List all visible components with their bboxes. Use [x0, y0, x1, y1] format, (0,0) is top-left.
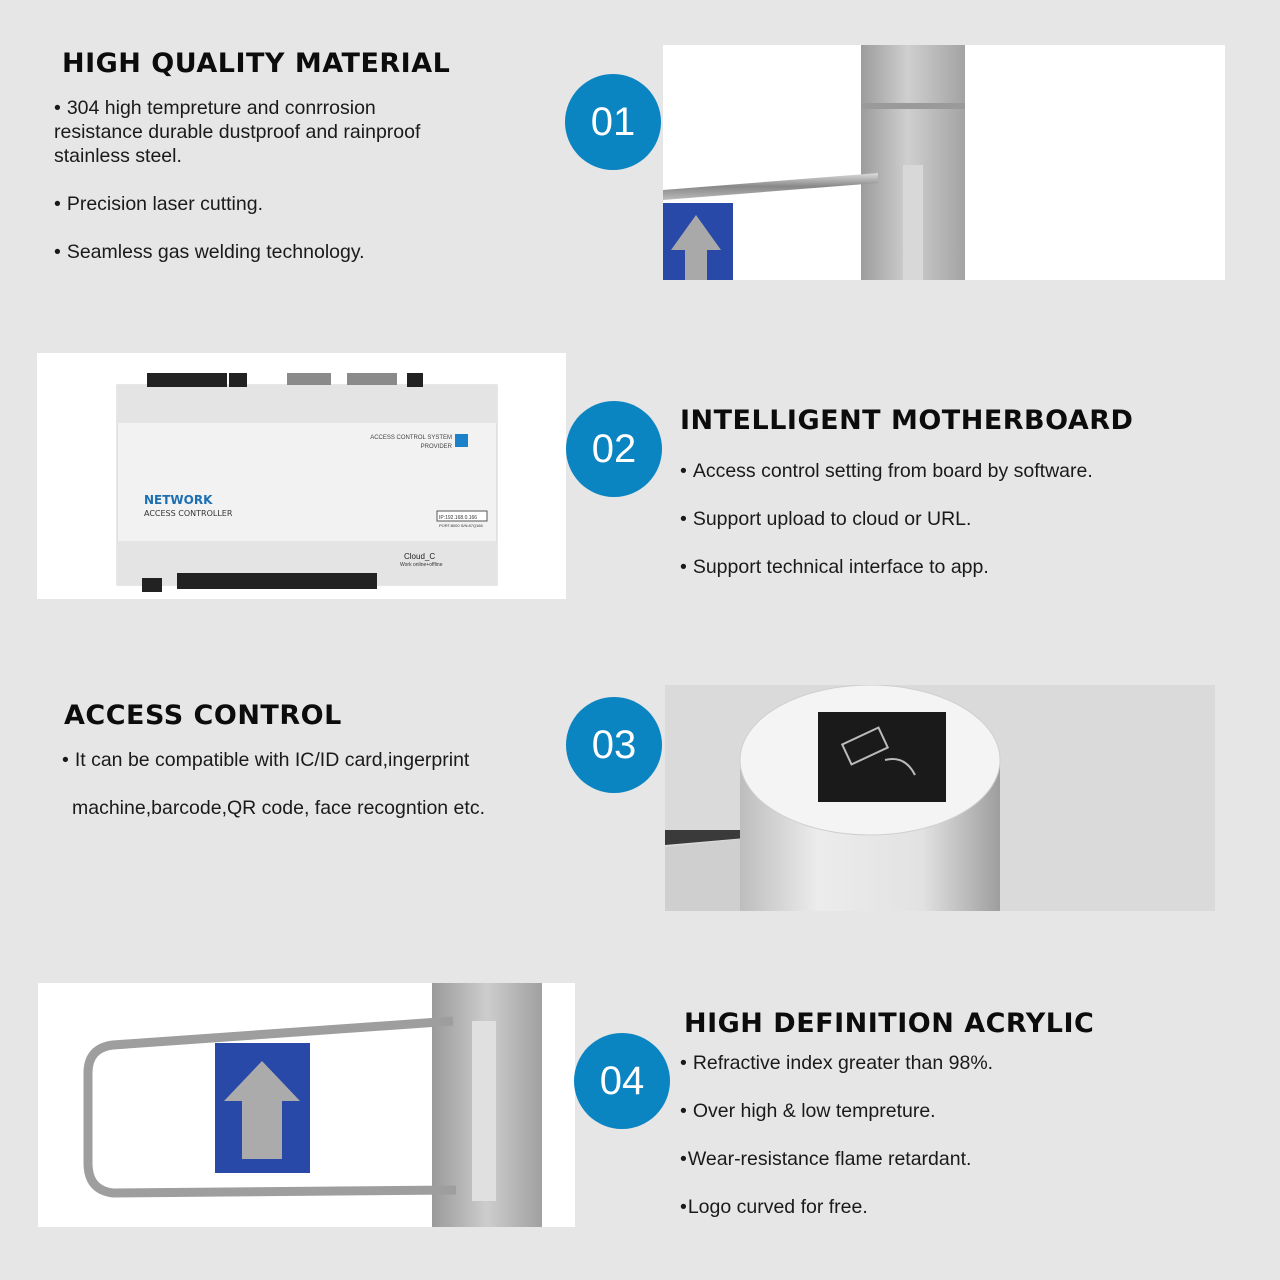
- number-badge: 01: [565, 74, 661, 170]
- card-reader-post-photo: [665, 685, 1215, 911]
- feature-list: [62, 748, 542, 844]
- board-network-label: NETWORK: [144, 493, 213, 507]
- acrylic-swing-gate-photo: [38, 983, 575, 1227]
- section-title: HIGH QUALITY MATERIAL: [62, 48, 451, 79]
- section-title: INTELLIGENT MOTHERBOARD: [680, 405, 1134, 436]
- list-item: • Precision laser cutting.: [54, 193, 263, 215]
- number-badge: 02: [566, 401, 662, 497]
- feature-list: [680, 459, 1240, 603]
- list-item: • Seamless gas welding technology.: [54, 241, 365, 263]
- number-badge: 04: [574, 1033, 670, 1129]
- stainless-steel-post-photo: [663, 45, 1225, 280]
- board-ip-label: IP:192.168.0.166: [439, 515, 478, 521]
- feature-list: [54, 96, 494, 288]
- list-item: • Support technical interface to app.: [680, 556, 989, 578]
- board-provider-text: PROVIDER: [420, 444, 452, 450]
- list-item: •Wear-resistance flame retardant.: [680, 1148, 972, 1170]
- list-item: • Refractive index greater than 98%.: [680, 1052, 994, 1074]
- board-port-label: PORT:8000 S/N:87Q166: [439, 523, 483, 528]
- list-item: • Over high & low tempreture.: [680, 1100, 936, 1122]
- list-item: • Support upload to cloud or URL.: [680, 508, 972, 530]
- board-cloud-sub-label: Work online+offline: [400, 562, 443, 568]
- list-item: • It can be compatible with IC/ID card,ingerprint: [62, 749, 470, 771]
- board-controller-label: ACCESS CONTROLLER: [144, 509, 233, 518]
- number-badge: 03: [566, 697, 662, 793]
- list-item: •Logo curved for free.: [680, 1196, 868, 1218]
- list-item: machine,barcode,QR code, face recogntion etc.: [72, 797, 485, 819]
- board-cloud-label: Cloud_C: [404, 552, 436, 561]
- section-title: ACCESS CONTROL: [64, 700, 342, 731]
- section-title: HIGH DEFINITION ACRYLIC: [684, 1008, 1095, 1039]
- board-provider-text: ACCESS CONTROL SYSTEM: [370, 435, 452, 441]
- list-item: • 304 high tempreture and conrrosion resistance durable dustproof and rainproof stainless steel.: [54, 97, 421, 167]
- feature-list: [680, 1051, 1240, 1243]
- list-item: • Access control setting from board by software.: [680, 460, 1093, 482]
- access-controller-board-photo: [37, 353, 566, 599]
